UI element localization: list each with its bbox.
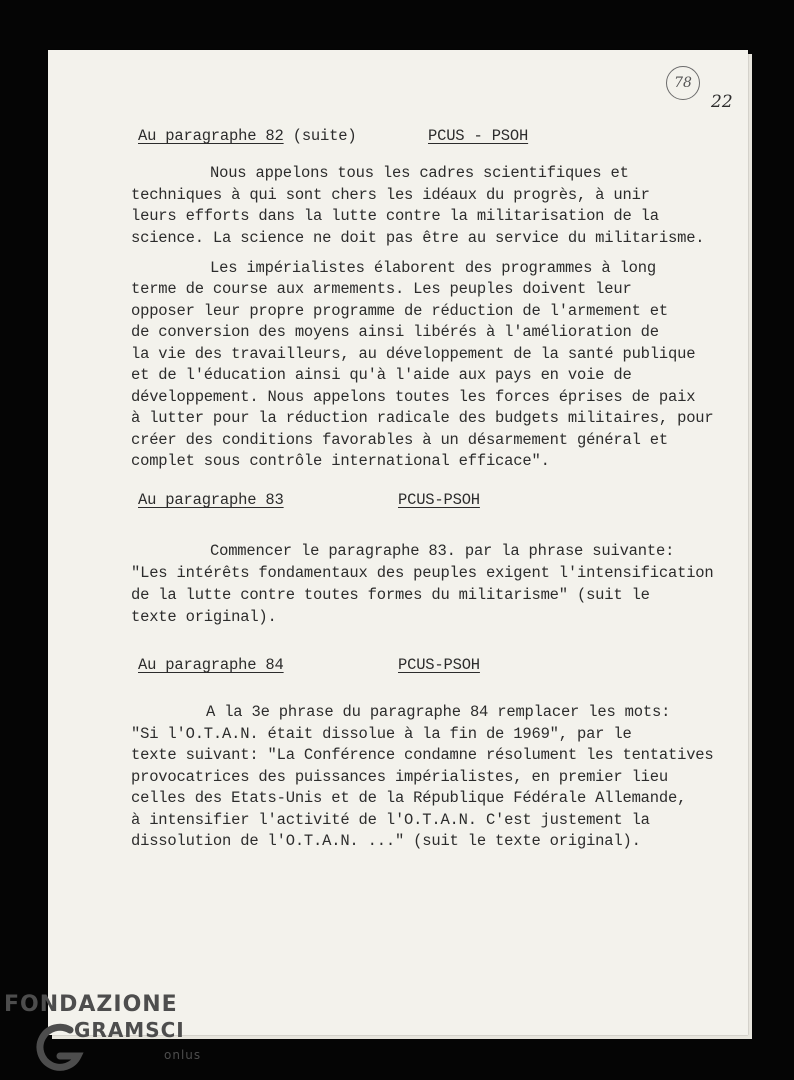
watermark-line3: onlus [164,1048,202,1062]
section-82-heading [138,127,356,145]
stamp-number: 78 [674,75,692,91]
text-line: A la 3e phrase du paragraphe 84 remplacer les mots: [206,703,671,721]
text-line: texte original). [131,608,277,626]
text-line: de conversion des moyens ainsi libérés à l'amélioration de [131,323,659,341]
section-82-suffix: (suite) [283,127,357,145]
text-line: à lutter pour la réduction radicale des budgets militaires, pour [131,409,714,427]
text-line: terme de course aux armements. Les peuples doivent leur [131,280,632,298]
text-line: Nous appelons tous les cadres scientifiques et [210,164,629,182]
text-line: à intensifier l'activité de l'O.T.A.N. C'est justement la [131,811,650,829]
text-line: "Les intérêts fondamentaux des peuples exigent l'intensification [131,564,714,582]
text-line: opposer leur propre programme de réduction de l'armement et [131,302,668,320]
fondazione-gramsci-watermark [4,992,214,1078]
page-number: 22 [711,92,733,112]
typewritten-page [48,50,748,1035]
watermark-line2: GRAMSCI [74,1018,185,1042]
text-line: développement. Nous appelons toutes les forces éprises de paix [131,388,696,406]
text-line: dissolution de l'O.T.A.N. ..." (suit le texte original). [131,832,641,850]
text-line: et de l'éducation ainsi qu'à l'aide aux pays en voie de [131,366,632,384]
section-84-parties: PCUS-PSOH [398,656,480,674]
text-line: provocatrices des puissances impérialistes, en premier lieu [131,768,668,786]
section-83-parties: PCUS-PSOH [398,491,480,509]
text-line: science. La science ne doit pas être au service du militarisme. [131,229,705,247]
text-line: Les impérialistes élaborent des programmes à long [210,259,656,277]
archive-stamp [666,66,700,100]
text-line: "Si l'O.T.A.N. était dissolue à la fin de 1969", par le [131,725,632,743]
text-line: Commencer le paragraphe 83. par la phrase suivante: [210,542,675,560]
section-82-parties: PCUS - PSOH [428,127,529,145]
section-84-title: Au paragraphe 84 [138,656,284,674]
text-line: complet sous contrôle international efficace". [131,452,550,470]
text-line: texte suivant: "La Conférence condamne résolument les tentatives [131,746,714,764]
text-line: créer des conditions favorables à un désarmement général et [131,431,668,449]
text-line: techniques à qui sont chers les idéaux du progrès, à unir [131,186,650,204]
text-line: celles des Etats-Unis et de la République Fédérale Allemande, [131,789,687,807]
text-line: leurs efforts dans la lutte contre la militarisation de la [131,207,659,225]
text-line: de la lutte contre toutes formes du militarisme" (suit le [131,586,650,604]
text-line: la vie des travailleurs, au développement de la santé publique [131,345,696,363]
section-82-title: Au paragraphe 82 [138,127,284,145]
section-83-title: Au paragraphe 83 [138,491,284,509]
watermark-line1: FONDAZIONE [4,992,178,1017]
